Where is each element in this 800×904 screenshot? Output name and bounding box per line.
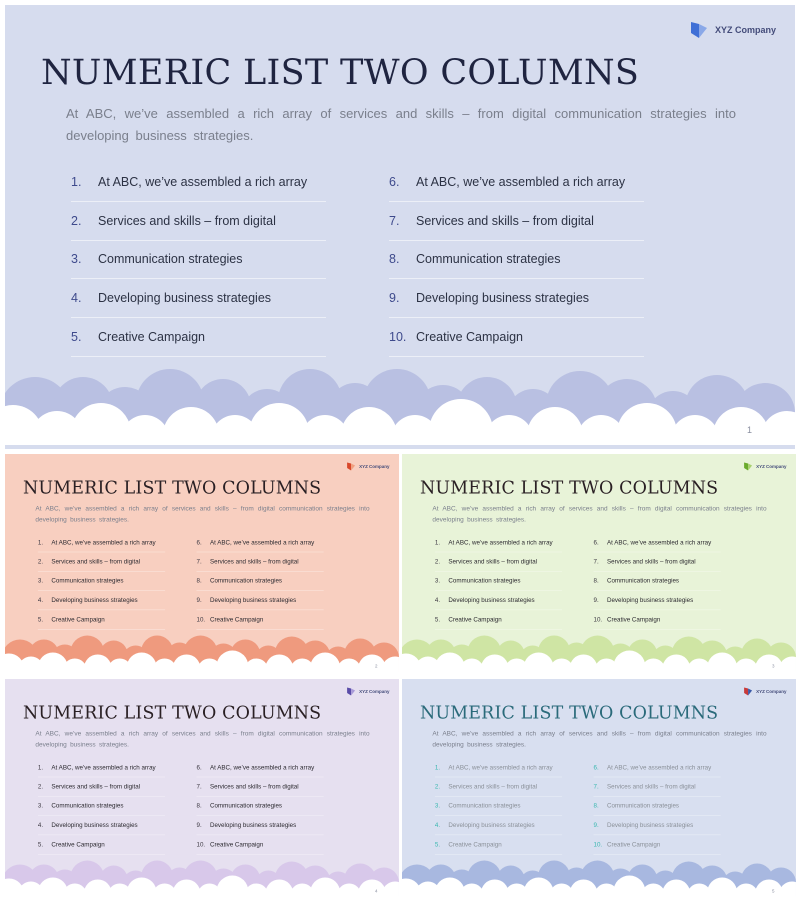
slide-green[interactable] <box>402 454 796 673</box>
company-name: XYZ Company <box>715 25 777 35</box>
list-item-number: 7. <box>593 558 599 566</box>
list-item-text: Creative Campaign <box>448 841 502 849</box>
list-item <box>71 163 326 202</box>
company-name: XYZ Company <box>359 463 390 469</box>
list-item-text: Communication strategies <box>606 802 680 810</box>
list-item <box>435 552 562 571</box>
slide-title: NUMERIC LIST TWO COLUMNS <box>22 702 322 723</box>
cloud-base <box>5 671 399 673</box>
list-item <box>389 202 644 241</box>
list-item-number: 4. <box>37 596 44 604</box>
list-item-text: Developing business strategies <box>448 596 535 604</box>
list-item <box>435 777 562 796</box>
list-item-text: Developing business strategies <box>416 291 590 306</box>
list-column-left <box>435 758 562 855</box>
list-item-number: 6. <box>196 538 202 546</box>
list-item-text: Services and skills – from digital <box>606 783 696 791</box>
slide-subtitle: At ABC, we’ve assembled a rich array of services and skills – from digital communication strategies into developing business strategies. <box>432 729 767 748</box>
list-item-number: 5. <box>71 330 82 345</box>
list-item-number: 5. <box>434 841 441 849</box>
company-name: XYZ Company <box>359 688 390 694</box>
list-item-text: Developing business strategies <box>51 596 138 604</box>
list-item-number: 4. <box>71 291 82 306</box>
list-item-text: Communication strategies <box>51 802 124 810</box>
list-item <box>389 279 644 318</box>
list-item-number: 5. <box>37 841 44 849</box>
cloud-base <box>402 896 796 898</box>
list-item-text: Services and skills – from digital <box>98 213 276 228</box>
list-item <box>38 591 165 610</box>
list-item <box>197 552 324 571</box>
list-item <box>594 758 721 777</box>
list-item-text: Developing business strategies <box>209 596 297 604</box>
list-item-text: Services and skills – from digital <box>51 558 141 566</box>
cloud-base <box>402 671 796 673</box>
list-item-number: 4. <box>434 821 441 829</box>
list-item-number: 3. <box>434 577 441 585</box>
list-column-right <box>389 163 644 357</box>
list-item-text: At ABC, we’ve assembled a rich array <box>51 538 156 546</box>
list-item <box>71 241 326 280</box>
list-item-text: Developing business strategies <box>51 821 138 829</box>
company-logo <box>689 21 776 39</box>
list-item-number: 8. <box>196 577 202 585</box>
list-item-number: 6. <box>196 763 202 771</box>
list-item <box>197 591 324 610</box>
page-number: 2 <box>375 663 378 669</box>
list-item-number: 7. <box>593 783 599 791</box>
list-item-number: 2. <box>434 783 441 791</box>
list-item-number: 10. <box>196 616 206 624</box>
list-item-number: 6. <box>593 538 599 546</box>
company-name: XYZ Company <box>756 688 787 694</box>
list-item-text: Communication strategies <box>416 252 561 267</box>
list-item-text: Developing business strategies <box>448 821 535 829</box>
slide-steel[interactable] <box>402 679 796 898</box>
list-item-text: Communication strategies <box>606 577 680 585</box>
list-item-text: Communication strategies <box>209 577 283 585</box>
list-item-text: At ABC, we’ve assembled a rich array <box>448 538 553 546</box>
company-logo <box>346 687 389 696</box>
list-item-text: Services and skills – from digital <box>448 558 538 566</box>
list-item-text: At ABC, we’ve assembled a rich array <box>209 763 315 771</box>
list-item-number: 1. <box>71 174 82 189</box>
list-column-left <box>71 163 326 357</box>
list-item <box>197 835 324 854</box>
list-item-text: Developing business strategies <box>606 821 694 829</box>
list-item-text: Services and skills – from digital <box>51 783 141 791</box>
list-item-text: Communication strategies <box>98 252 243 267</box>
list-item <box>197 571 324 590</box>
list-item-text: At ABC, we’ve assembled a rich array <box>606 763 712 771</box>
slide-content <box>402 454 796 673</box>
page-number: 4 <box>375 888 378 894</box>
list-item-text: At ABC, we’ve assembled a rich array <box>209 538 315 546</box>
list-item <box>389 241 644 280</box>
page-number: 3 <box>772 663 775 669</box>
list-item-number: 5. <box>37 616 44 624</box>
list-item <box>197 816 324 835</box>
slide-content <box>5 5 795 445</box>
slide-content <box>5 679 399 898</box>
list-item <box>197 777 324 796</box>
company-name: XYZ Company <box>756 463 787 469</box>
slide-title: NUMERIC LIST TWO COLUMNS <box>22 477 322 498</box>
list-item-number: 8. <box>593 802 599 810</box>
list-item <box>71 279 326 318</box>
list-item-number: 1. <box>37 763 44 771</box>
list-item-text: Creative Campaign <box>606 616 661 624</box>
slide-subtitle: At ABC, we’ve assembled a rich array of services and skills – from digital communication strategies into developing business strategies. <box>35 729 370 748</box>
company-logo <box>743 687 786 696</box>
logo-icon <box>346 687 356 696</box>
list-item <box>38 835 165 854</box>
list-item <box>594 571 721 590</box>
list-item-number: 2. <box>71 213 82 228</box>
list-item <box>594 591 721 610</box>
list-item-text: Developing business strategies <box>209 821 297 829</box>
list-item-number: 1. <box>37 538 44 546</box>
list-item-number: 2. <box>37 558 44 566</box>
list-item-number: 9. <box>593 821 599 829</box>
list-item <box>435 591 562 610</box>
list-item <box>435 610 562 629</box>
list-item-number: 7. <box>389 213 400 228</box>
slide-title: NUMERIC LIST TWO COLUMNS <box>419 477 719 498</box>
list-item <box>197 796 324 815</box>
list-item-number: 8. <box>389 252 400 267</box>
list-item <box>435 571 562 590</box>
list-item-number: 9. <box>196 596 202 604</box>
list-item-number: 1. <box>434 538 441 546</box>
slide-subtitle: At ABC, we’ve assembled a rich array of services and skills – from digital communication strategies into developing business strategies. <box>432 504 767 523</box>
list-item <box>594 816 721 835</box>
list-item-number: 7. <box>196 558 202 566</box>
list-item <box>435 816 562 835</box>
list-item-text: Services and skills – from digital <box>416 213 594 228</box>
list-item-text: At ABC, we’ve assembled a rich array <box>416 174 626 189</box>
company-logo <box>346 462 389 471</box>
slide-subtitle: At ABC, we’ve assembled a rich array of services and skills – from digital communication strategies into developing business strategies. <box>66 106 736 143</box>
list-item-text: At ABC, we’ve assembled a rich array <box>98 174 308 189</box>
slide-lavender[interactable] <box>5 679 399 898</box>
list-column-left <box>38 533 165 630</box>
list-item-number: 6. <box>389 174 400 189</box>
list-item-number: 10. <box>593 841 603 849</box>
list-item-number: 3. <box>37 577 44 585</box>
list-item <box>594 777 721 796</box>
list-item-number: 9. <box>593 596 599 604</box>
list-item-number: 10. <box>389 330 407 345</box>
list-column-left <box>38 758 165 855</box>
list-item <box>38 552 165 571</box>
list-item-number: 6. <box>593 763 599 771</box>
slide-content <box>402 679 796 898</box>
slide-content <box>5 454 399 673</box>
list-item <box>435 835 562 854</box>
list-item <box>197 533 324 552</box>
list-item-number: 10. <box>593 616 603 624</box>
list-item-number: 3. <box>37 802 44 810</box>
list-item-number: 2. <box>434 558 441 566</box>
list-item <box>38 816 165 835</box>
list-item <box>38 610 165 629</box>
list-item-text: Creative Campaign <box>416 330 523 345</box>
cloud-base <box>5 441 795 445</box>
list-item <box>197 610 324 629</box>
list-item <box>594 610 721 629</box>
cloud-base <box>5 896 399 898</box>
list-column-left <box>435 533 562 630</box>
list-item-number: 4. <box>37 821 44 829</box>
list-item <box>389 163 644 202</box>
list-item-text: Services and skills – from digital <box>448 783 538 791</box>
logo-icon <box>743 687 753 696</box>
page-number: 5 <box>772 888 775 894</box>
page-number: 1 <box>747 425 753 435</box>
list-item-number: 3. <box>434 802 441 810</box>
slide-title: NUMERIC LIST TWO COLUMNS <box>419 702 719 723</box>
list-item-text: Services and skills – from digital <box>606 558 696 566</box>
list-item <box>197 758 324 777</box>
list-column-right <box>594 533 721 630</box>
list-item-text: Communication strategies <box>448 577 521 585</box>
list-item-text: Creative Campaign <box>51 616 105 624</box>
list-item-text: Creative Campaign <box>51 841 105 849</box>
list-item <box>435 758 562 777</box>
list-item-number: 2. <box>37 783 44 791</box>
list-item-number: 4. <box>434 596 441 604</box>
list-item-text: Creative Campaign <box>606 841 661 849</box>
list-item <box>38 796 165 815</box>
list-item-text: Creative Campaign <box>98 330 205 345</box>
list-item-text: Communication strategies <box>51 577 124 585</box>
list-item <box>594 533 721 552</box>
list-item <box>38 533 165 552</box>
list-item-text: Developing business strategies <box>98 291 272 306</box>
list-item-text: At ABC, we’ve assembled a rich array <box>606 538 712 546</box>
list-item <box>71 202 326 241</box>
list-item-number: 1. <box>434 763 441 771</box>
slide-salmon[interactable] <box>5 454 399 673</box>
list-item <box>435 796 562 815</box>
list-item-text: Communication strategies <box>209 802 283 810</box>
logo-icon <box>346 462 356 471</box>
list-item-number: 8. <box>593 577 599 585</box>
list-item <box>38 571 165 590</box>
list-column-right <box>197 758 324 855</box>
list-item <box>435 533 562 552</box>
list-item-number: 5. <box>434 616 441 624</box>
list-column-right <box>197 533 324 630</box>
list-item <box>38 777 165 796</box>
list-item-text: Services and skills – from digital <box>209 558 299 566</box>
list-item <box>594 835 721 854</box>
list-item-text: Services and skills – from digital <box>209 783 299 791</box>
list-item-number: 7. <box>196 783 202 791</box>
slide-title: NUMERIC LIST TWO COLUMNS <box>41 53 640 93</box>
slide-subtitle: At ABC, we’ve assembled a rich array of services and skills – from digital communication strategies into developing business strategies. <box>35 504 370 523</box>
list-item-text: At ABC, we’ve assembled a rich array <box>448 763 553 771</box>
list-item-text: At ABC, we’ve assembled a rich array <box>51 763 156 771</box>
list-item-number: 9. <box>389 291 400 306</box>
list-item <box>38 758 165 777</box>
list-item-text: Creative Campaign <box>209 841 264 849</box>
list-item-number: 10. <box>196 841 206 849</box>
list-item-text: Creative Campaign <box>209 616 264 624</box>
list-item <box>594 796 721 815</box>
logo-icon <box>689 21 709 39</box>
logo-icon <box>743 462 753 471</box>
list-item-text: Creative Campaign <box>448 616 502 624</box>
list-item-number: 8. <box>196 802 202 810</box>
list-item <box>389 318 644 357</box>
list-item-number: 3. <box>71 252 82 267</box>
list-item-text: Communication strategies <box>448 802 521 810</box>
company-logo <box>743 462 786 471</box>
list-item-number: 9. <box>196 821 202 829</box>
list-item <box>71 318 326 357</box>
slide-blue[interactable] <box>5 5 795 449</box>
list-item <box>594 552 721 571</box>
list-item-text: Developing business strategies <box>606 596 694 604</box>
list-column-right <box>594 758 721 855</box>
